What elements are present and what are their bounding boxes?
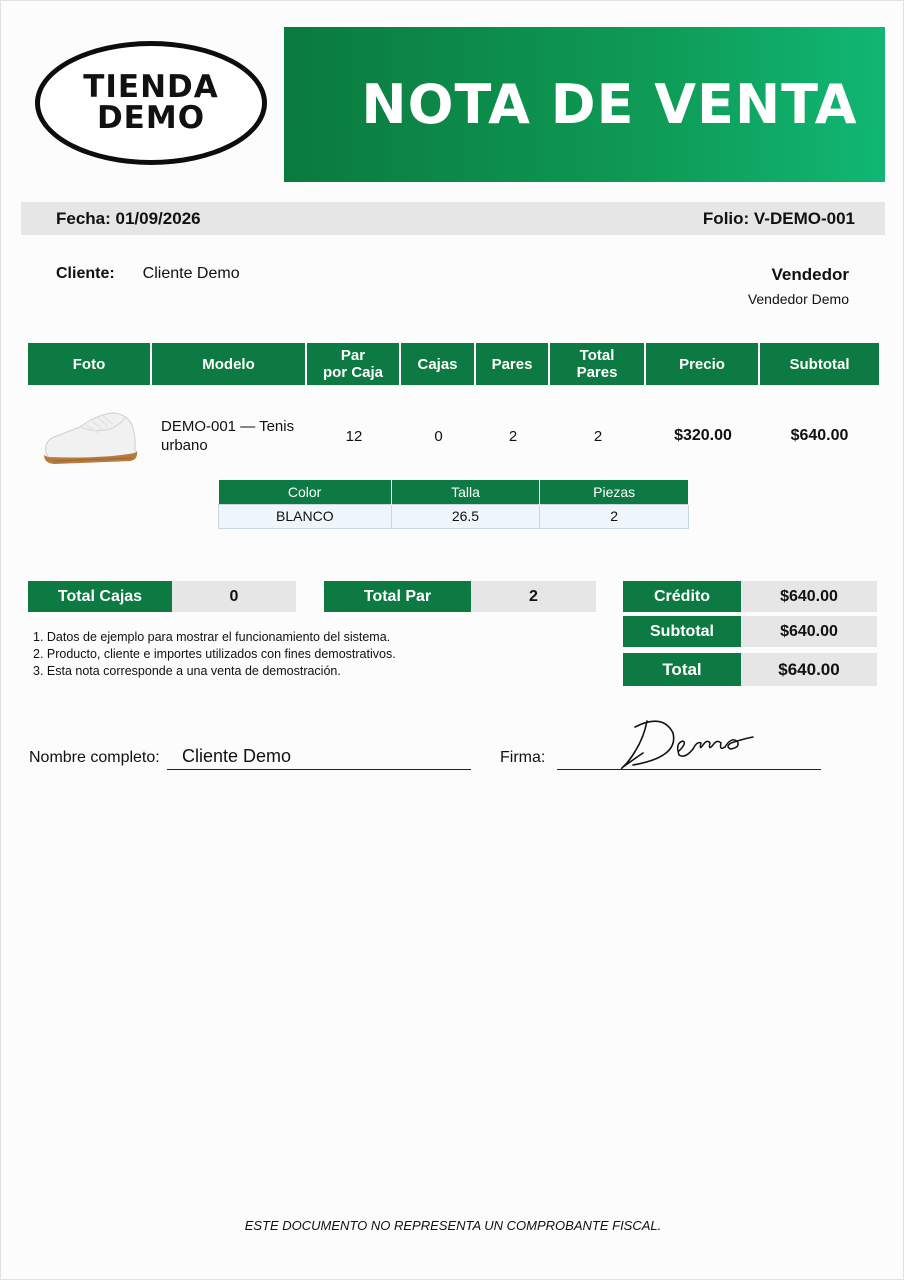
header-cajas: Cajas — [401, 343, 476, 385]
header-line: Pares — [576, 364, 618, 381]
header-line: por Caja — [322, 364, 383, 381]
cell-subtotal: $640.00 — [790, 427, 849, 444]
product-model: DEMO-001 — Tenis urbano — [161, 418, 295, 454]
seller-value: Vendedor Demo — [747, 291, 849, 307]
date-folio-bar — [21, 202, 885, 235]
detail-header-color: Color — [219, 480, 392, 504]
cell-cajas: 0 — [434, 427, 443, 445]
credito-label: Crédito — [623, 581, 741, 612]
header-pares: Pares — [476, 343, 550, 385]
total-cajas-label: Total Cajas — [28, 581, 172, 612]
header-foto: Foto — [28, 343, 152, 385]
header-total-pares-text — [577, 347, 618, 381]
total-par-value: 2 — [471, 581, 596, 612]
footer-disclaimer: ESTE DOCUMENTO NO REPRESENTA UN COMPROBANTE FISCAL. — [244, 1218, 662, 1233]
detail-cell-piezas: 2 — [540, 504, 689, 528]
cell-par-por-caja: 12 — [345, 427, 363, 445]
note-item: 1. Datos de ejemplo para mostrar el funcionamiento del sistema. — [33, 630, 391, 644]
notes-list — [33, 629, 396, 680]
cell-precio: $320.00 — [674, 427, 732, 444]
sneaker-image — [40, 403, 140, 469]
items-table-header — [28, 343, 879, 385]
detail-header-piezas: Piezas — [540, 480, 689, 504]
name-value: Cliente Demo — [182, 746, 292, 766]
credito-value: $640.00 — [741, 581, 877, 612]
header-modelo: Modelo — [152, 343, 307, 385]
firma-label: Firma: — [500, 749, 546, 766]
detail-header-talla: Talla — [391, 480, 540, 504]
header-line: Par — [340, 347, 366, 364]
date-text: Fecha: 01/09/2026 — [56, 208, 201, 228]
product-photo — [28, 403, 152, 469]
detail-header-row — [219, 480, 689, 504]
note-item: 2. Producto, cliente e importes utilizados con fines demostrativos. — [33, 647, 396, 661]
detail-table — [218, 480, 689, 529]
total-box — [623, 653, 877, 686]
cell-pares: 2 — [508, 427, 518, 445]
table-row — [28, 401, 879, 471]
logo-line-1: TIENDA — [83, 69, 219, 105]
document-title: NOTA DE VENTA — [361, 73, 858, 136]
total-label: Total — [623, 653, 741, 686]
table-row — [219, 504, 689, 528]
total-par-label: Total Par — [324, 581, 471, 612]
name-line — [167, 769, 471, 770]
header-precio: Precio — [646, 343, 760, 385]
store-logo — [35, 41, 267, 165]
client-info — [56, 265, 240, 283]
client-label: Cliente: — [56, 265, 115, 282]
name-label: Nombre completo: — [29, 749, 160, 766]
subtotal-value: $640.00 — [741, 616, 877, 647]
subtotal-box — [623, 616, 877, 647]
header-par-por-caja-text — [323, 347, 383, 381]
total-par-box — [324, 581, 596, 612]
credito-box — [623, 581, 877, 612]
cell-total-pares: 2 — [593, 427, 603, 445]
total-cajas-value: 0 — [172, 581, 296, 612]
header-line: Total — [579, 347, 615, 364]
seller-label: Vendedor — [771, 265, 849, 284]
folio-text: Folio: V-DEMO-001 — [702, 208, 855, 228]
note-item: 3. Esta nota corresponde a una venta de demostración. — [33, 664, 341, 678]
firma-line — [557, 769, 821, 770]
title-banner — [284, 27, 885, 182]
header-total-pares — [550, 343, 646, 385]
header-par-por-caja — [307, 343, 401, 385]
logo-line-2: DEMO — [96, 100, 206, 136]
total-value: $640.00 — [741, 653, 877, 686]
subtotal-label: Subtotal — [623, 616, 741, 647]
total-cajas-box — [28, 581, 296, 612]
header-subtotal: Subtotal — [760, 343, 879, 385]
signature-image — [613, 713, 763, 775]
client-value: Cliente Demo — [142, 265, 240, 282]
detail-cell-color: BLANCO — [219, 504, 392, 528]
detail-cell-talla: 26.5 — [391, 504, 540, 528]
seller-info — [748, 265, 849, 307]
